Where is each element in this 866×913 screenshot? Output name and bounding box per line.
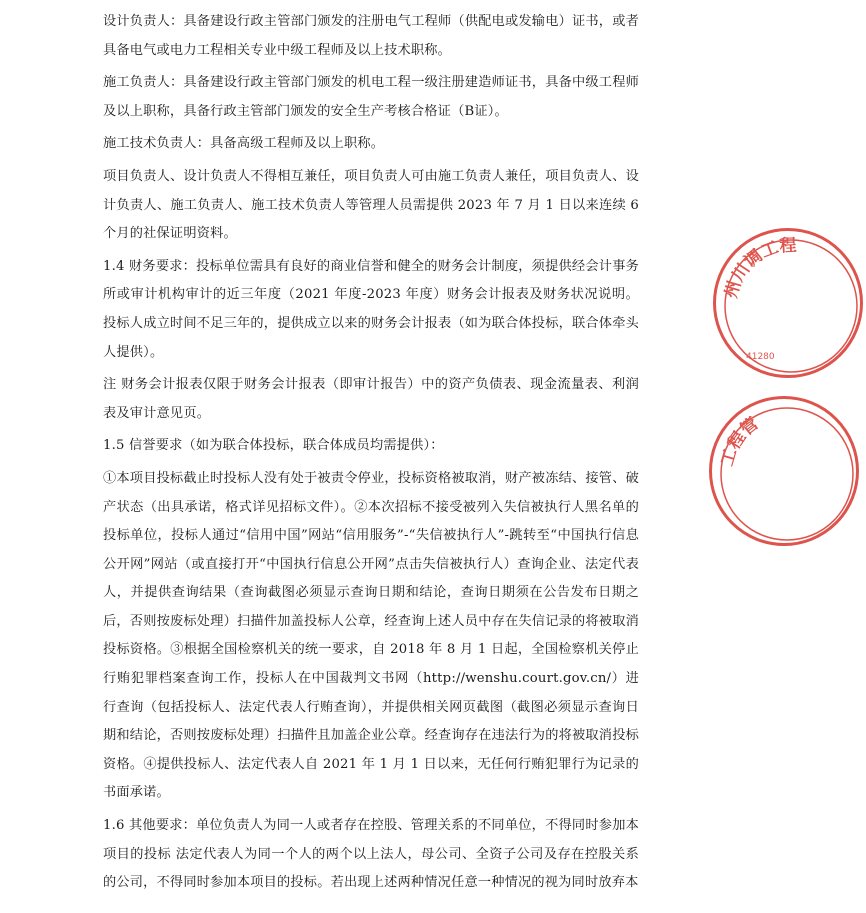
paragraph-personnel-rules: 项目负责人、设计负责人不得相互兼任，项目负责人可由施工负责人兼任，项目负责人、设计负责人、施工负责人、施工技术负责人等管理人员需提供 2023 年 7 月 1 日以来连续 6 个月的社保证明资料。: [103, 168, 639, 242]
seal-top-number: 41280: [746, 352, 775, 362]
paragraph-credit-details: ①本项目投标截止时投标人没有处于被责令停业，投标资格被取消，财产被冻结、接管、破产状态（出具承诺，格式详见招标文件）。②本次招标不接受被列入失信被执行人黑名单的投标单位，投标人通过“信用中国”网站“信用服务”-“失信被执行人”-跳转至“中国执行信息公开网”网站（或直接打开“中国执行信息公开网”点击失信被执行人）查询企业、法定代表人，并提供查询结果（查询截图必须显示查询日期和结论，查询日期须在公告发布日期之后，否则按废标处理）扫描件加盖投标人公章，经查询上述人员中存在失信记录的将被取消投标资格。③根据全国检察机关的统一要求，自 2018 年 8 月 1 日起，全国检察机关停止行贿犯罪档案查询工作，投标人在中国裁判文书网（http://wenshu.court.gov.cn/）进行查询（包括投标人、法定代表人行贿查询），并提供相关网页截图（截图必须显示查询日期和结论，否则按废标处理）扫描件且加盖企业公章。经查询存在违法行为的将被取消投标资格。④提供投标人、法定代表人自 2021 年 1 月 1 日以来，无任何行贿犯罪行为记录的书面承诺。: [103, 470, 639, 801]
paragraph-financial-note: 注 财务会计报表仅限于财务会计报表（即审计报告）中的资产负债表、现金流量表、利润表及审计意见页。: [103, 377, 639, 421]
svg-text:工程管: [717, 413, 762, 468]
paragraph-other-requirements: 1.6 其他要求：单位负责人为同一人或者存在控股、管理关系的不同单位，不得同时参加本项目的投标 法定代表人为同一个人的两个以上法人，母公司、全资子公司及存在控股关系的公司，不得同时参加本项目的投标。若出现上述两种情况任意一种情况的视为同时放弃本: [103, 818, 639, 891]
svg-text:州川调工程: [721, 235, 797, 301]
seal-bottom-text: 工程管: [717, 413, 763, 469]
document-body: [103, 8, 639, 902]
paragraph-technical-lead: 施工技术负责人：具备高级工程师及以上职称。: [103, 136, 385, 152]
paragraph-credit-heading: 1.5 信誉要求（如为联合体投标，联合体成员均需提供）：: [103, 438, 444, 454]
company-seal-top: [713, 228, 863, 378]
company-seal-bottom: [709, 396, 859, 546]
paragraph-financial-requirements: 1.4 财务要求：投标单位需具有良好的商业信誉和健全的财务会计制度，须提供经会计事务所或审计机构审计的近三年度（2021 年度-2023 年度）财务会计报表及财务状况说明。投标人成立时间不足三年的，提供成立以来的财务会计报表（如为联合体投标，联合体牵头人提供）。: [103, 258, 639, 360]
seal-icon: [712, 399, 862, 549]
seal-icon: [716, 231, 866, 381]
seal-top-text: 州川调工程: [721, 235, 797, 301]
paragraph-design-lead: 设计负责人：具备建设行政主管部门颁发的注册电气工程师（供配电或发输电）证书，或者具备电气或电力工程相关专业中级工程师及以上技术职称。: [103, 14, 639, 58]
paragraph-construction-lead: 施工负责人：具备建设行政主管部门颁发的机电工程一级注册建造师证书，具备中级工程师及以上职称，具备行政主管部门颁发的安全生产考核合格证（B证）。: [103, 75, 639, 119]
